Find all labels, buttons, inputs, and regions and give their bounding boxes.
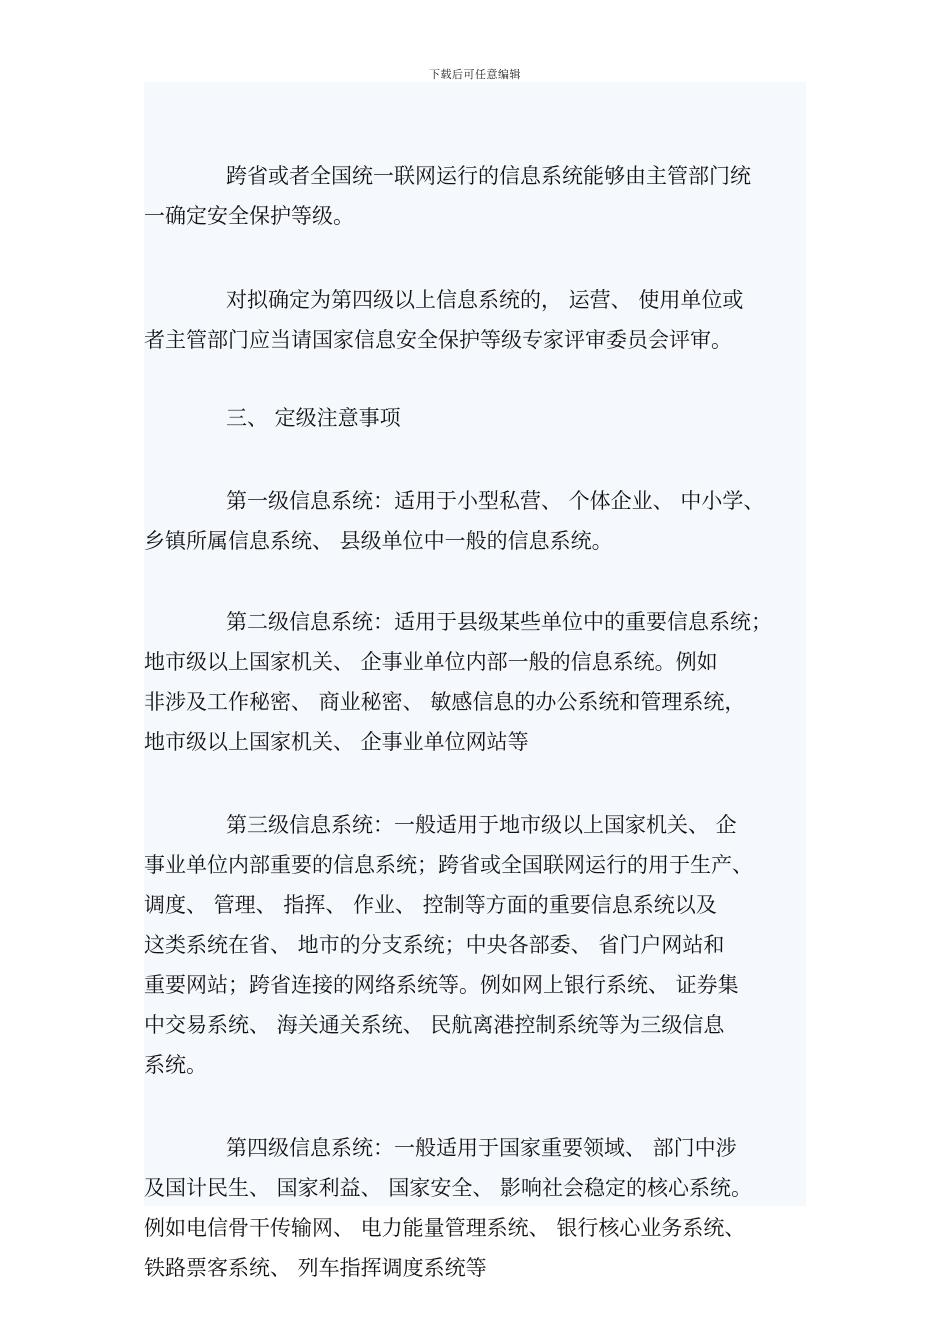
paragraph-line: 地市级以上国家机关、 企事业单位内部一般的信息系统。例如	[144, 650, 718, 674]
section-heading-text: 三、 定级注意事项	[226, 406, 401, 430]
paragraph-level-four	[144, 1128, 834, 1288]
paragraph-line: 例如电信骨干传输网、 电力能量管理系统、 银行核心业务系统、	[144, 1216, 746, 1240]
document-body	[144, 82, 806, 1280]
section-heading	[144, 398, 834, 438]
paragraph-line: 这类系统在省、 地市的分支系统；中央各部委、 省门户网站和	[144, 933, 725, 957]
paragraph-level-two	[144, 602, 834, 762]
paragraph-unified-grading	[144, 156, 834, 236]
paragraph-line: 地市级以上国家机关、 企事业单位网站等	[144, 730, 529, 754]
paragraph-line: 铁路票客系统、 列车指挥调度系统等	[144, 1256, 487, 1280]
paragraph-expert-review	[144, 280, 834, 360]
paragraph-line: 第二级信息系统：适用于县级某些单位中的重要信息系统；	[226, 610, 772, 634]
paragraph-line: 第三级信息系统：一般适用于地市级以上国家机关、 企	[226, 813, 737, 837]
paragraph-line: 第四级信息系统：一般适用于国家重要领域、 部门中涉	[226, 1136, 737, 1160]
paragraph-line: 非涉及工作秘密、 商业秘密、 敏感信息的办公系统和管理系统，	[144, 690, 746, 714]
paragraph-line: 第一级信息系统：适用于小型私营、 个体企业、 中小学、	[226, 489, 765, 513]
paragraph-line: 一确定安全保护等级。	[144, 204, 354, 228]
paragraph-line: 乡镇所属信息系统、 县级单位中一般的信息系统。	[144, 529, 613, 553]
paragraph-line: 中交易系统、 海关通关系统、 民航离港控制系统等为三级信息	[144, 1013, 725, 1037]
paragraph-line: 及国计民生、 国家利益、 国家安全、 影响社会稳定的核心系统。	[144, 1176, 753, 1200]
paragraph-line: 者主管部门应当请国家信息安全保护等级专家评审委员会评审。	[144, 328, 732, 352]
paragraph-line: 跨省或者全国统一联网运行的信息系统能够由主管部门统	[226, 164, 751, 188]
paragraph-line: 重要网站；跨省连接的网络系统等。例如网上银行系统、 证券集	[144, 973, 739, 997]
paragraph-level-one	[144, 481, 834, 561]
paragraph-line: 事业单位内部重要的信息系统；跨省或全国联网运行的用于生产、	[144, 853, 753, 877]
paragraph-line: 对拟确定为第四级以上信息系统的， 运营、 使用单位或	[226, 288, 744, 312]
paragraph-line: 系统。	[144, 1053, 207, 1077]
paragraph-level-three	[144, 805, 834, 1085]
header-note: 下载后可任意编辑	[429, 68, 521, 81]
paragraph-line: 调度、 管理、 指挥、 作业、 控制等方面的重要信息系统以及	[144, 893, 717, 917]
